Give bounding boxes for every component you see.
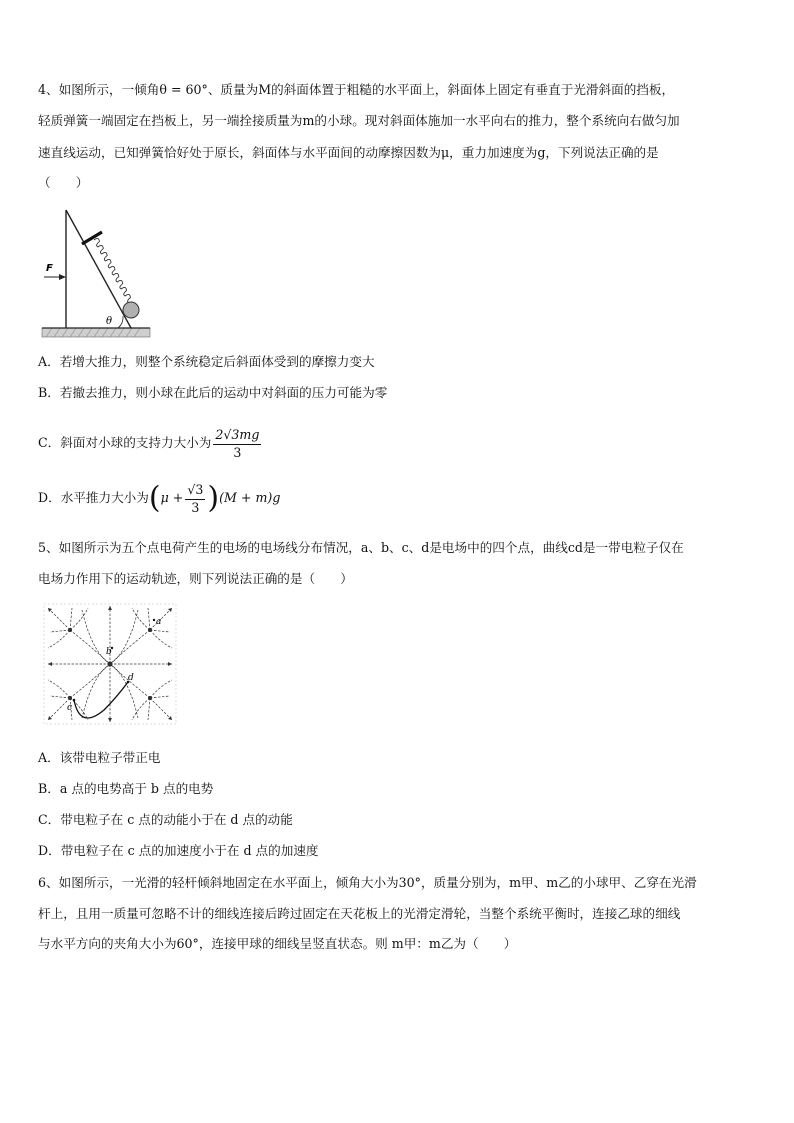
q4-option-d-prefix: D．水平推力大小为	[38, 490, 149, 505]
q4-option-c-prefix: C．斜面对小球的支持力大小为	[38, 435, 212, 450]
q5-stem-line-2: 电场力作用下的运动轨迹，则下列说法正确的是（ ）	[38, 571, 353, 586]
q4-fig-force-label: F	[46, 263, 53, 274]
q5-figure-field-lines	[42, 602, 178, 726]
q4-stem-line-1: 4、如图所示，一倾角θ = 60°、质量为M的斜面体置于粗糙的水平面上，斜面体上固定有垂直于光滑斜面的挡板，	[38, 82, 675, 97]
q5-option-d[interactable]: D．带电粒子在 c 点的加速度小于在 d 点的加速度	[38, 843, 319, 858]
q4-option-c[interactable]	[38, 424, 263, 462]
q4-option-d-mu: μ +	[160, 490, 184, 505]
q4-option-c-fraction	[213, 427, 261, 461]
q4-option-d[interactable]: D．水平推力大小为(μ + $\frac{√3}{3}$ )(M + m)g	[38, 480, 281, 516]
q4-fig-theta-label: θ	[106, 316, 113, 327]
q4-answer-blank: （ ）	[38, 175, 89, 190]
q5-option-c[interactable]: C．带电粒子在 c 点的动能小于在 d 点的动能	[38, 812, 293, 827]
q4-option-d-tail: (M + m)g	[219, 490, 281, 505]
q4-option-d-numerator: √3	[185, 482, 205, 500]
q5-fig-label-d: d	[128, 673, 134, 683]
q6-stem-line-1: 6、如图所示，一光滑的轻杆倾斜地固定在水平面上，倾角大小为30°，质量分别为，m甲、m乙的小球甲、乙穿在光滑	[38, 875, 697, 890]
q5-fig-label-c: c	[67, 703, 73, 713]
q4-figure-incline-spring	[38, 200, 156, 340]
q5-stem-line-1: 5、如图所示为五个点电荷产生的电场的电场线分布情况，a、b、c、d是电场中的四个点，曲线cd是一带电粒子仅在	[38, 540, 684, 555]
q4-stem-line-3: 速直线运动，已知弹簧恰好处于原长，斜面体与水平面间的动摩擦因数为μ，重力加速度为g，下列说法正确的是	[38, 145, 659, 160]
q4-option-d-fraction	[185, 482, 205, 516]
q4-option-a[interactable]: A．若增大推力，则整个系统稳定后斜面体受到的摩擦力变大	[38, 354, 375, 369]
q5-fig-label-b: b	[106, 647, 112, 657]
q4-option-c-numerator: 2√3mg	[213, 427, 261, 445]
q6-stem-line-2: 杆上，且用一质量可忽略不计的细线连接后跨过固定在天花板上的光滑定滑轮，当整个系统平衡时，连接乙球的细线	[38, 906, 681, 921]
q4-option-b[interactable]: B．若撤去推力，则小球在此后的运动中对斜面的压力可能为零	[38, 385, 388, 400]
q6-stem-line-3: 与水平方向的夹角大小为60°，连接甲球的细线呈竖直状态。则 m甲：m乙为（ ）	[38, 936, 517, 951]
q5-option-a[interactable]: A．该带电粒子带正电	[38, 750, 161, 765]
q5-fig-label-a: a	[156, 617, 162, 627]
q4-option-c-denominator: 3	[233, 444, 242, 460]
q4-option-d-denominator: 3	[191, 499, 200, 515]
q5-option-b[interactable]: B．a 点的电势高于 b 点的电势	[38, 781, 214, 796]
q4-stem-line-2: 轻质弹簧一端固定在挡板上，另一端拴接质量为m的小球。现对斜面体施加一水平向右的推力，整个系统向右做匀加	[38, 113, 680, 128]
